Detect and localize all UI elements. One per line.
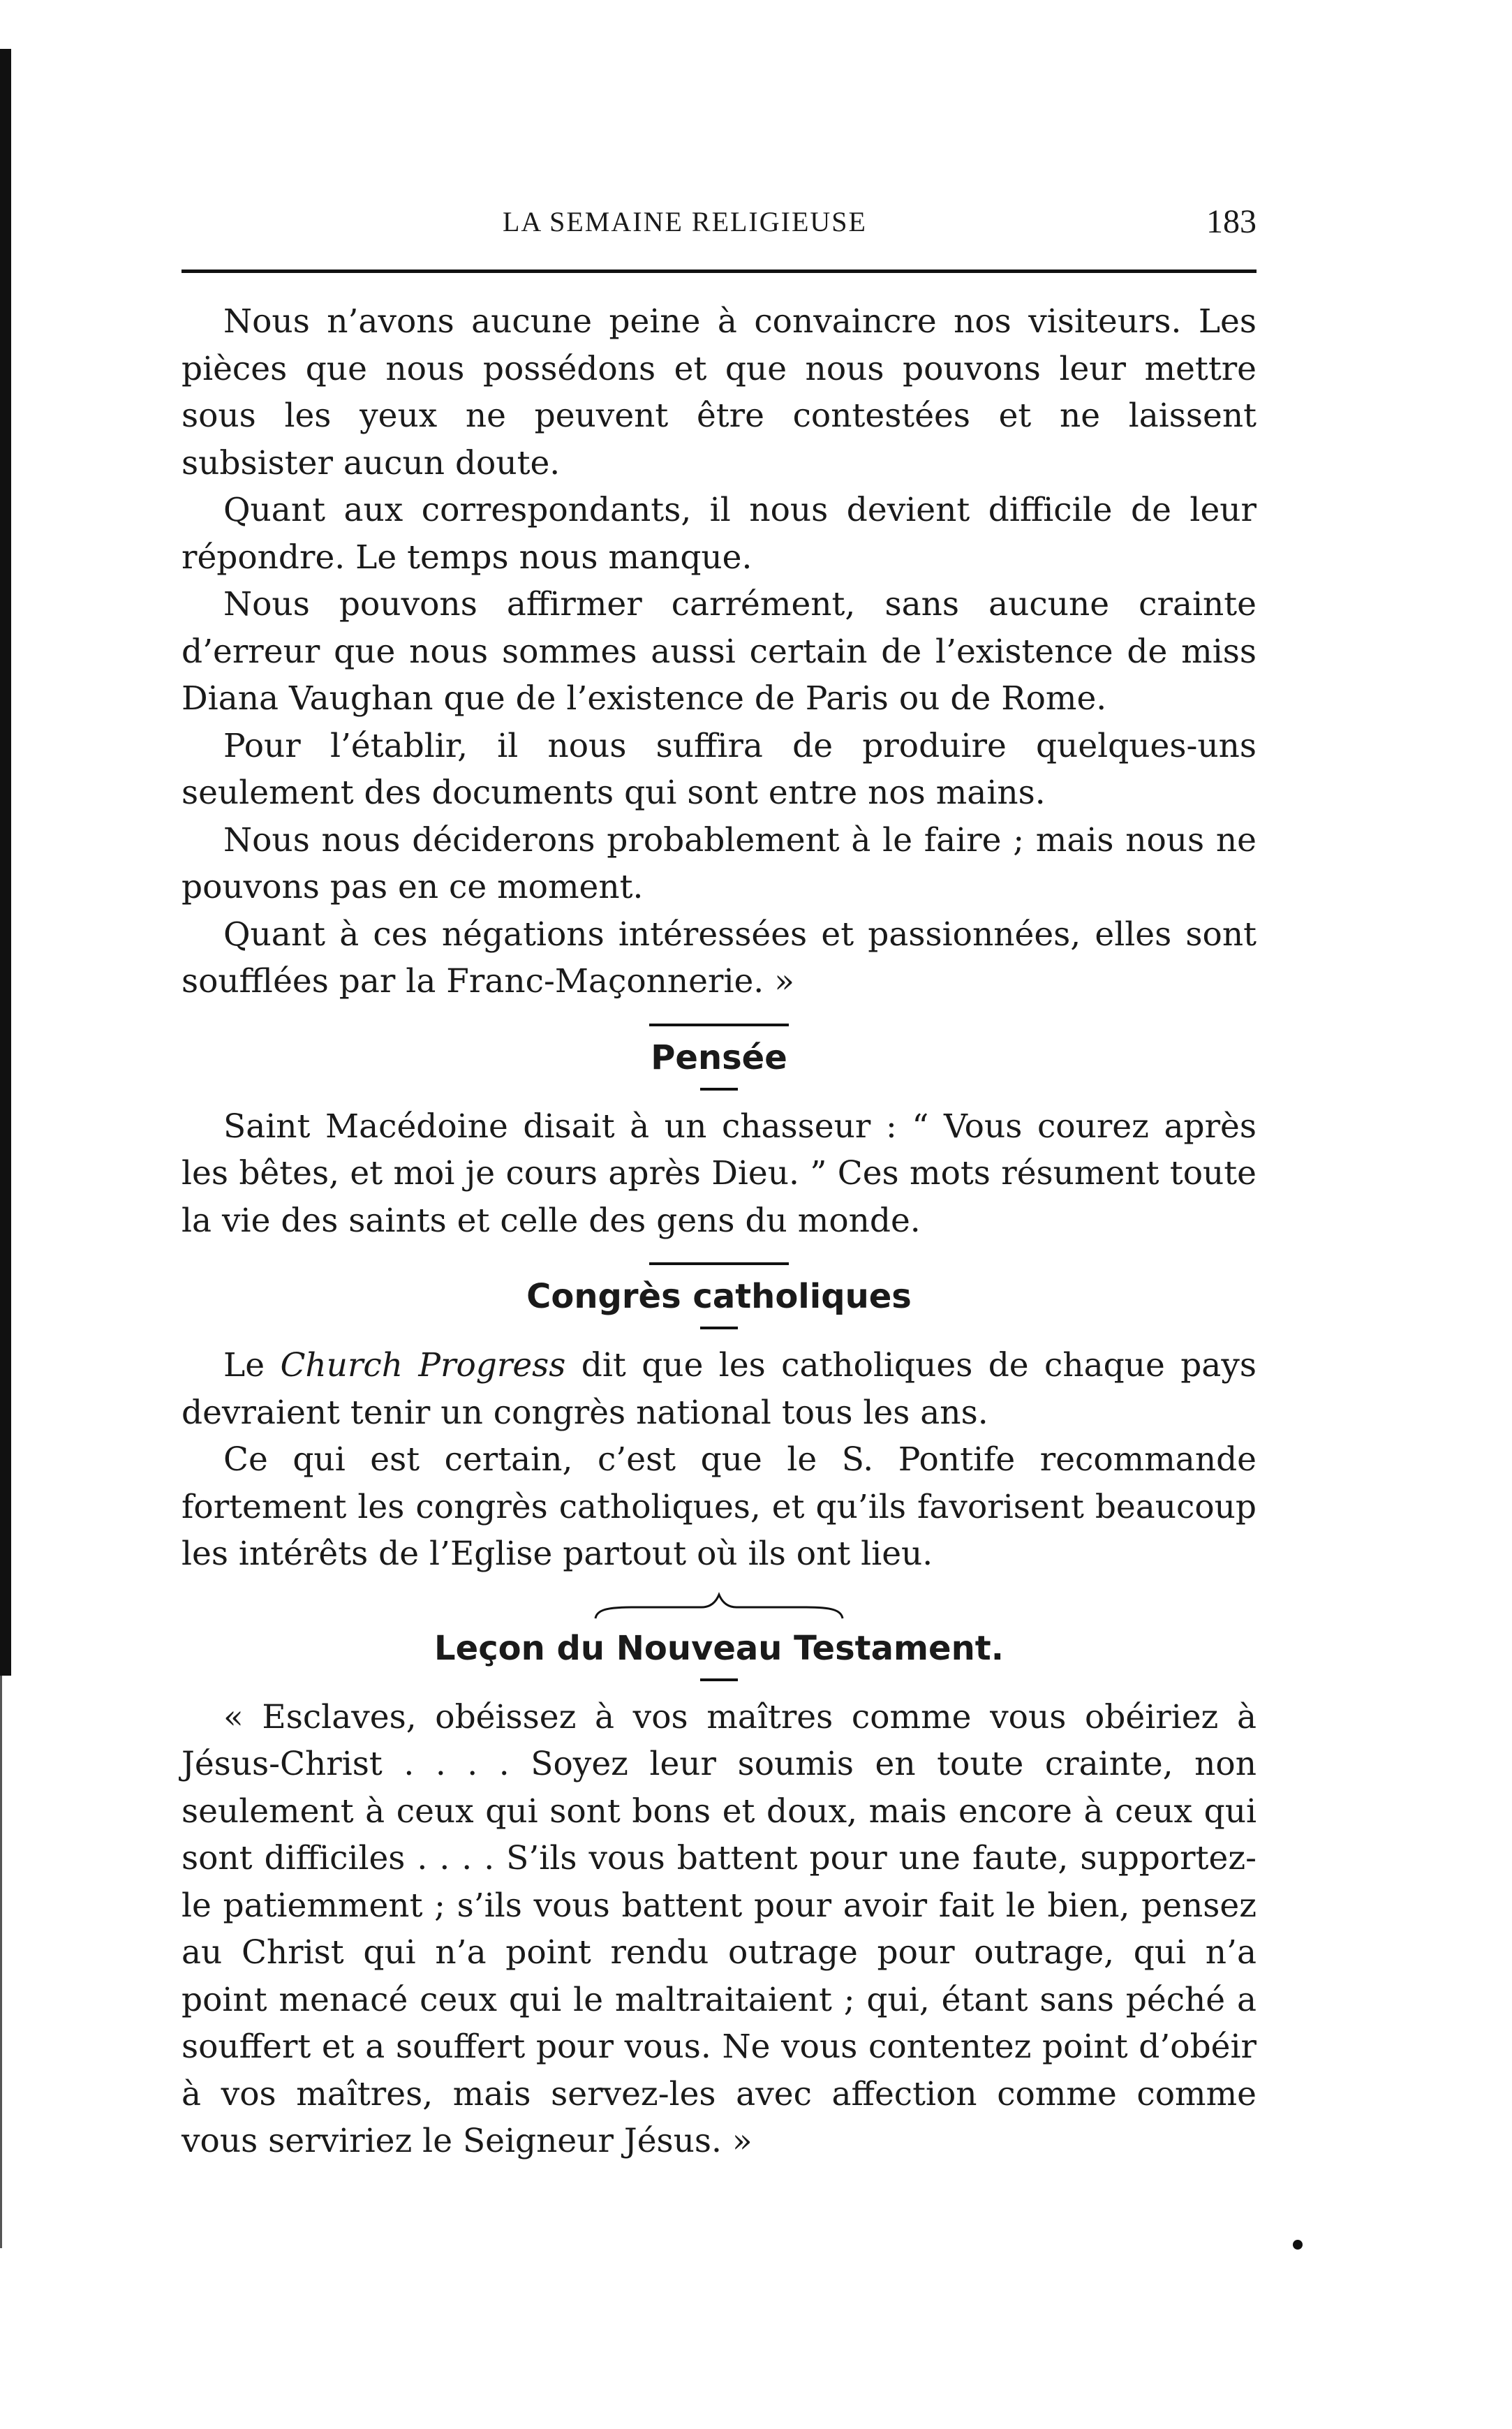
paragraph-text: dit que les catholiques de chaque pays devraient tenir un congrès national tous les ans. [181,1346,1257,1432]
body-paragraph: Saint Macédoine disait à un chasseur : “ Vous courez après les bêtes, et moi je cours après Dieu. ” Ces mots résument toute la vie des saints et celle des gens du monde. [181,1107,1257,1240]
publication-title: Church Progress [280,1346,566,1385]
opening-section [181,298,1257,1005]
body-paragraph: Nous nous déciderons probablement à le faire ; mais nous ne pouvons pas en ce moment. [181,820,1257,906]
brace-ornament-icon [590,1592,848,1623]
ink-speck [1293,2240,1303,2250]
section-divider-rule [649,1024,789,1026]
body-paragraph: « Esclaves, obéissez à vos maîtres comme vous obéiriez à Jésus-Christ . . . . Soyez leur soumis en toute crainte, non seulement à ceux qui sont bons et doux, mais encore à ceux qui sont difficiles . . . . S’ils vous battent pour une faute, supportez-le patiemment ; s’ils vous battent pour avoir fait le bien, pensez au Christ qui n’a point rendu outrage pour outrage, qui n’a point menacé ceux qui le maltraitaient ; qui, étant sans péché a souffert et a souffert pour vous. Ne vous contentez point d’obéir à vos maîtres, mais servez-les avec affection comme comme vous serviriez le Seigneur Jésus. » [181,1697,1257,2160]
section-title-pensee: Pensée [651,1038,787,1077]
section-title-congres: Congrès catholiques [526,1277,912,1316]
body-paragraph [181,1342,1257,1436]
page-binding-edge [0,49,11,1676]
lecon-section [181,1624,1257,2165]
title-dash [700,1327,738,1329]
book-page [181,202,1257,2165]
body-paragraph: Pour l’établir, il nous suffira de produire quelques-uns seulement des documents qui sont entre nos mains. [181,726,1257,812]
page-number: 183 [1206,203,1257,240]
pensee-section [181,1033,1257,1245]
paragraph-text: Le [223,1346,281,1385]
section-title-lecon: Leçon du Nouveau Testament. [434,1628,1004,1668]
body-paragraph: Quant à ces négations intéressées et passionnées, elles sont soufflées par la Franc-Maçonnerie. » [181,915,1257,1001]
header-rule [181,270,1257,273]
body-paragraph: Quant aux correspondants, il nous devient difficile de leur répondre. Le temps nous manque. [181,491,1257,577]
title-dash [700,1678,738,1681]
body-paragraph: Nous pouvons affirmer carrément, sans aucune crainte d’erreur que nous sommes aussi certain de l’existence de miss Diana Vaughan que de l’existence de Paris ou de Rome. [181,585,1257,718]
body-paragraph: Ce qui est certain, c’est que le S. Pontife recommande fortement les congrès catholiques, et qu’ils favorisent beaucoup les intérêts de l’Eglise partout où ils ont lieu. [181,1440,1257,1573]
section-divider-rule [649,1262,789,1265]
congres-section [181,1272,1257,1578]
running-header [181,202,1257,253]
running-title: LA SEMAINE RELIGIEUSE [503,206,867,237]
title-dash [700,1088,738,1091]
body-paragraph: Nous n’avons aucune peine à convaincre nos visiteurs. Les pièces que nous possédons et que nous pouvons leur mettre sous les yeux ne peuvent être contestées et ne laissent subsister aucun doute. [181,302,1257,482]
